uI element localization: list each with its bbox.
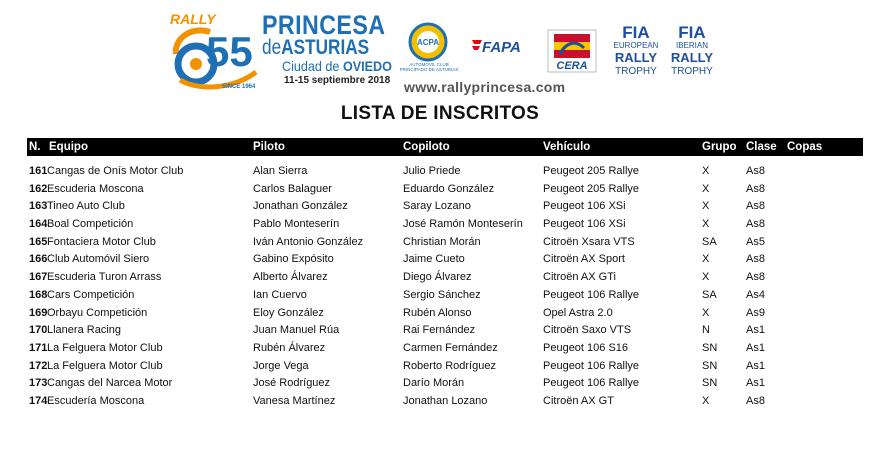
- cell-copiloto: Diego Álvarez: [403, 271, 472, 284]
- table-row: [27, 181, 863, 199]
- cell-clase: As5: [746, 235, 765, 248]
- cell-vehiculo: Peugeot 106 Rallye: [543, 359, 640, 372]
- table-row: [27, 269, 863, 287]
- acpa-badge-text: ACPA: [416, 38, 440, 47]
- cell-number: 166: [29, 253, 48, 266]
- event-title-asturias: ASTURIAS: [281, 36, 370, 59]
- cell-piloto: Pablo Monteserín: [253, 218, 340, 231]
- table-row: [27, 198, 863, 216]
- rally-word: RALLY: [170, 11, 216, 27]
- cell-number: 161: [29, 165, 48, 177]
- cell-equipo: Fontaciera Motor Club: [47, 235, 156, 248]
- cell-copiloto: Christian Morán: [403, 235, 481, 248]
- cell-equipo: Tineo Auto Club: [47, 200, 125, 213]
- rally-55-logo: [166, 8, 266, 92]
- cell-equipo: Escudería Moscona: [47, 394, 145, 407]
- header-copas: Copas: [787, 141, 823, 153]
- table-row: [27, 393, 863, 411]
- cell-vehiculo: Citroën Xsara VTS: [543, 235, 635, 248]
- page-title: LISTA DE INSCRITOS: [340, 103, 540, 124]
- cell-grupo: X: [702, 271, 710, 284]
- rally-number: 55: [206, 28, 253, 75]
- cell-copiloto: José Ramón Monteserín: [403, 218, 523, 231]
- cell-copiloto: Eduardo González: [403, 182, 495, 195]
- header-copiloto: Copiloto: [403, 141, 450, 153]
- acpa-caption: AUTOMÓVIL CLUB PRINCIPADO DE ASTURIAS: [399, 62, 459, 72]
- cell-copiloto: Roberto Rodríguez: [403, 359, 496, 372]
- cell-number: 165: [29, 235, 48, 248]
- fia-european-rally-trophy-logo: [610, 22, 662, 80]
- table-header: [27, 138, 863, 156]
- cell-equipo: La Felguera Motor Club: [47, 359, 163, 372]
- table-row: [27, 358, 863, 376]
- table-row: [27, 216, 863, 234]
- cell-vehiculo: Peugeot 205 Rallye: [543, 182, 640, 195]
- cell-number: 162: [29, 182, 48, 195]
- cell-vehiculo: Peugeot 205 Rallye: [543, 165, 640, 177]
- acpa-badge-icon: [408, 22, 448, 62]
- cell-vehiculo: Citroën AX GTi: [543, 271, 616, 284]
- cell-grupo: N: [702, 324, 710, 337]
- fia-ib-line3: RALLY: [670, 50, 714, 65]
- cell-clase: As8: [746, 394, 765, 407]
- cell-grupo: X: [702, 306, 710, 319]
- fia-ib-line1: FIA: [678, 23, 706, 42]
- header-vehiculo: Vehículo: [543, 141, 591, 153]
- cell-piloto: José Rodríguez: [253, 377, 331, 390]
- table-row: [27, 234, 863, 252]
- cell-clase: As8: [746, 182, 765, 195]
- cell-equipo: La Felguera Motor Club: [47, 341, 163, 354]
- cell-clase: As4: [746, 288, 765, 301]
- event-city-prefix: Ciudad de: [282, 58, 343, 74]
- table-body: [27, 156, 863, 411]
- cell-vehiculo: Peugeot 106 XSi: [543, 200, 626, 213]
- cell-equipo: Cangas del Narcea Motor: [47, 377, 173, 390]
- header-piloto: Piloto: [253, 141, 285, 153]
- cell-number: 164: [29, 218, 48, 231]
- fapa-text: FAPA: [482, 39, 521, 56]
- cell-clase: As8: [746, 271, 765, 284]
- cell-clase: As9: [746, 306, 765, 319]
- table-row: [27, 322, 863, 340]
- header-n: N.: [29, 141, 41, 153]
- fia-ib-line4: TROPHY: [671, 66, 713, 77]
- cell-grupo: X: [702, 182, 710, 195]
- cell-equipo: Club Automóvil Siero: [47, 253, 150, 266]
- cell-equipo: Llanera Racing: [47, 324, 121, 337]
- cell-vehiculo: Citroën AX GT: [543, 394, 614, 407]
- cell-vehiculo: Peugeot 106 XSi: [543, 218, 626, 231]
- cell-copiloto: Darío Morán: [403, 377, 465, 390]
- header-equipo: Equipo: [49, 141, 88, 153]
- event-title-block: [262, 12, 402, 87]
- event-title-de: de: [262, 36, 282, 59]
- cell-grupo: X: [702, 200, 710, 213]
- cell-piloto: Gabino Expósito: [253, 253, 334, 266]
- cell-copiloto: Sergio Sánchez: [403, 288, 481, 301]
- cell-piloto: Carlos Balaguer: [253, 182, 332, 195]
- cell-equipo: Cars Competición: [47, 288, 135, 301]
- cell-copiloto: Jonathan Lozano: [403, 394, 488, 407]
- cell-equipo: Escuderia Moscona: [47, 182, 144, 195]
- cell-clase: As1: [746, 324, 765, 337]
- cell-vehiculo: Peugeot 106 Rallye: [543, 377, 640, 390]
- fia-ib-line2: IBERIAN: [675, 41, 709, 50]
- table-row: [27, 163, 863, 181]
- cell-number: 169: [29, 306, 48, 319]
- cell-clase: As1: [746, 341, 765, 354]
- cera-logo: [546, 28, 598, 74]
- website-url: www.rallyprincesa.com: [404, 79, 566, 95]
- cell-piloto: Alan Sierra: [253, 165, 308, 177]
- cell-vehiculo: Peugeot 106 Rallye: [543, 288, 640, 301]
- cell-copiloto: Carmen Fernández: [403, 341, 498, 354]
- fia-eu-line3: RALLY: [614, 50, 658, 65]
- fia-iberian-rally-trophy-logo: [666, 22, 718, 80]
- cell-number: 163: [29, 200, 48, 213]
- cell-grupo: SA: [702, 235, 717, 248]
- header-grupo: Grupo: [702, 141, 737, 153]
- cell-grupo: SN: [702, 341, 718, 354]
- cell-vehiculo: Citroën Saxo VTS: [543, 324, 632, 337]
- cell-grupo: SN: [702, 359, 718, 372]
- cell-vehiculo: Citroën AX Sport: [543, 253, 625, 266]
- cell-piloto: Ian Cuervo: [253, 288, 307, 301]
- fia-eu-line2: EUROPEAN: [613, 41, 659, 50]
- fia-eu-line4: TROPHY: [615, 66, 657, 77]
- cell-grupo: X: [702, 253, 710, 266]
- cell-copiloto: Jaime Cueto: [403, 253, 465, 266]
- cell-grupo: X: [702, 165, 710, 177]
- cell-equipo: Orbayu Competición: [47, 306, 148, 319]
- since-text: SINCE 1964: [222, 84, 256, 90]
- cell-equipo: Cangas de Onís Motor Club: [47, 165, 184, 177]
- table-row: [27, 375, 863, 393]
- cell-number: 171: [29, 341, 48, 354]
- cell-vehiculo: Peugeot 106 S16: [543, 341, 629, 354]
- cell-number: 173: [29, 377, 48, 390]
- cell-piloto: Alberto Álvarez: [253, 271, 328, 284]
- table-row: [27, 251, 863, 269]
- table-row: [27, 340, 863, 358]
- event-title-line2: [262, 38, 377, 58]
- cell-clase: As1: [746, 377, 765, 390]
- header-clase: Clase: [746, 141, 777, 153]
- cell-copiloto: Rai Fernández: [403, 324, 476, 337]
- cell-piloto: Rubén Álvarez: [253, 341, 326, 354]
- cell-clase: As8: [746, 200, 765, 213]
- cell-equipo: Escuderia Turon Arrass: [47, 271, 162, 284]
- cell-piloto: Iván Antonio González: [253, 235, 364, 248]
- cell-number: 167: [29, 271, 48, 284]
- cell-number: 168: [29, 288, 48, 301]
- cera-text: CERA: [556, 60, 588, 72]
- cell-piloto: Jonathan González: [253, 200, 348, 213]
- cell-piloto: Jorge Vega: [253, 359, 309, 372]
- cell-grupo: SN: [702, 377, 718, 390]
- fia-eu-line1: FIA: [622, 23, 650, 42]
- cell-copiloto: Rubén Alonso: [403, 306, 472, 319]
- cell-clase: As1: [746, 359, 765, 372]
- table-row: [27, 287, 863, 305]
- table-row: [27, 305, 863, 323]
- cell-number: 172: [29, 359, 48, 372]
- cell-copiloto: Julio Priede: [403, 165, 461, 177]
- cell-piloto: Eloy González: [253, 306, 324, 319]
- header-logos: [0, 0, 880, 100]
- event-dates: 11-15 septiembre 2018: [284, 75, 391, 86]
- cell-copiloto: Saray Lozano: [403, 200, 471, 213]
- event-title-line1: PRINCESA: [262, 10, 386, 40]
- cell-number: 170: [29, 324, 48, 337]
- cell-grupo: X: [702, 394, 710, 407]
- cell-equipo: Boal Competición: [47, 218, 134, 231]
- cell-clase: As8: [746, 165, 765, 177]
- cell-grupo: SA: [702, 288, 717, 301]
- cell-grupo: X: [702, 218, 710, 231]
- entry-list-table: [27, 138, 863, 411]
- event-city-name: OVIEDO: [342, 58, 392, 74]
- cell-number: 174: [29, 394, 48, 407]
- cell-piloto: Vanesa Martínez: [253, 394, 336, 407]
- cell-clase: As8: [746, 253, 765, 266]
- event-city: [282, 58, 390, 74]
- fapa-logo: [470, 36, 530, 56]
- cell-vehiculo: Opel Astra 2.0: [543, 306, 613, 319]
- cell-clase: As8: [746, 218, 765, 231]
- cell-piloto: Juan Manuel Rúa: [253, 324, 340, 337]
